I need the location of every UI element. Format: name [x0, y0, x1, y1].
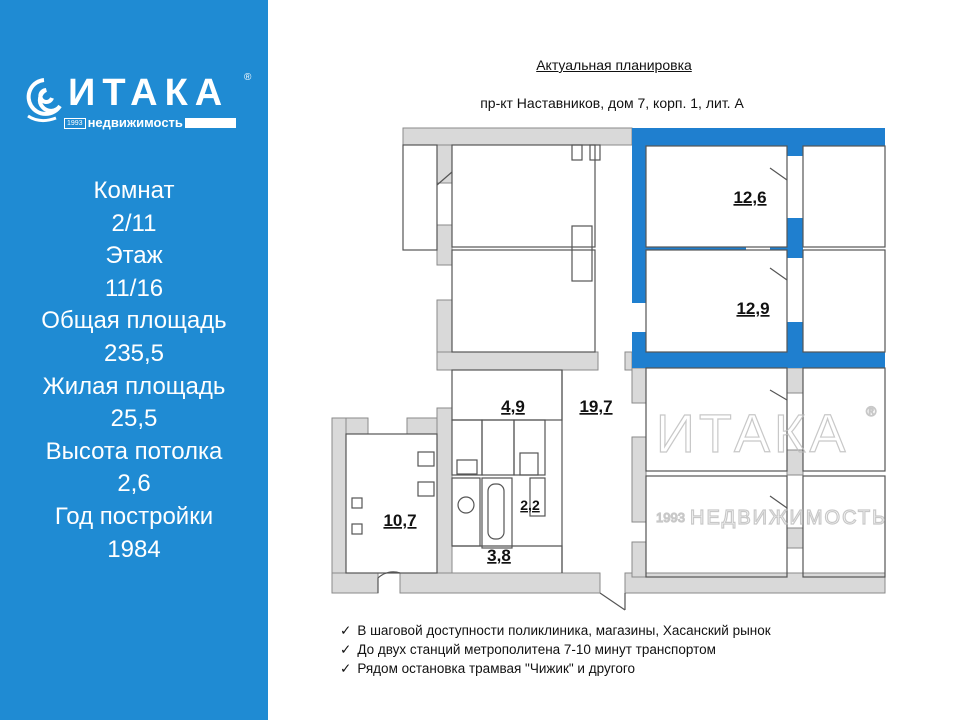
ceiling-height-value: 2,6: [117, 470, 151, 498]
total-area-label: Общая площадь: [41, 307, 227, 335]
logo-subtitle-text: недвижимость: [87, 115, 183, 130]
watermark: [656, 403, 887, 529]
feature-item: [340, 640, 771, 659]
build-year-label: Год постройки: [54, 502, 214, 530]
room-area-12-9: 12,9: [736, 299, 770, 318]
living-area-label: Жилая площадь: [42, 372, 226, 400]
checkmark-icon: ✓: [340, 642, 352, 657]
rooms-label: Комнат: [93, 177, 175, 204]
room-area-3-8: 3,8: [487, 546, 511, 565]
feature-item: [340, 659, 771, 678]
feature-text: До двух станций метрополитена 7-10 минут транспортом: [357, 642, 716, 657]
plan-title: Актуальная планировка: [536, 57, 692, 73]
ceiling-height-label: Высота потолка: [45, 437, 223, 465]
room-area-4-9: 4,9: [501, 397, 525, 416]
room-area-10-7: 10,7: [383, 511, 417, 530]
room-area-19-7: 19,7: [579, 397, 613, 416]
room-area-12-6: 12,6: [733, 188, 767, 207]
living-area-value: 25,5: [110, 405, 158, 433]
room-outlines: [346, 145, 888, 610]
logo-registered-mark: ®: [244, 72, 252, 83]
watermark-name: ИТАКА: [656, 404, 850, 464]
checkmark-icon: ✓: [340, 623, 352, 638]
blue-walls: [632, 128, 885, 368]
logo-wordmark: ИТАКА: [68, 72, 230, 114]
floor-value: 11/16: [104, 274, 164, 302]
watermark-registered: ®: [866, 403, 877, 419]
floor-label: Этаж: [105, 242, 163, 270]
feature-item: [340, 621, 771, 640]
total-area-value: 235,5: [103, 339, 165, 367]
feature-text: Рядом остановка трамвая "Чижик" и другого: [357, 661, 635, 676]
build-year-value: 1984: [107, 535, 161, 563]
feature-text: В шаговой доступности поликлиника, магазины, Хасанский рынок: [357, 623, 771, 638]
checkmark-icon: ✓: [340, 661, 352, 676]
watermark-subtitle: НЕДВИЖИМОСТЬ: [690, 507, 888, 529]
logo-year: 1993: [64, 118, 86, 129]
room-area-2-2: 2,2: [520, 497, 540, 513]
plan-address: пр-кт Наставников, дом 7, корп. 1, лит. А: [480, 95, 744, 111]
features-list: [340, 621, 771, 678]
watermark-year: 1993: [656, 510, 685, 525]
rooms-value: 2/11: [111, 209, 157, 237]
